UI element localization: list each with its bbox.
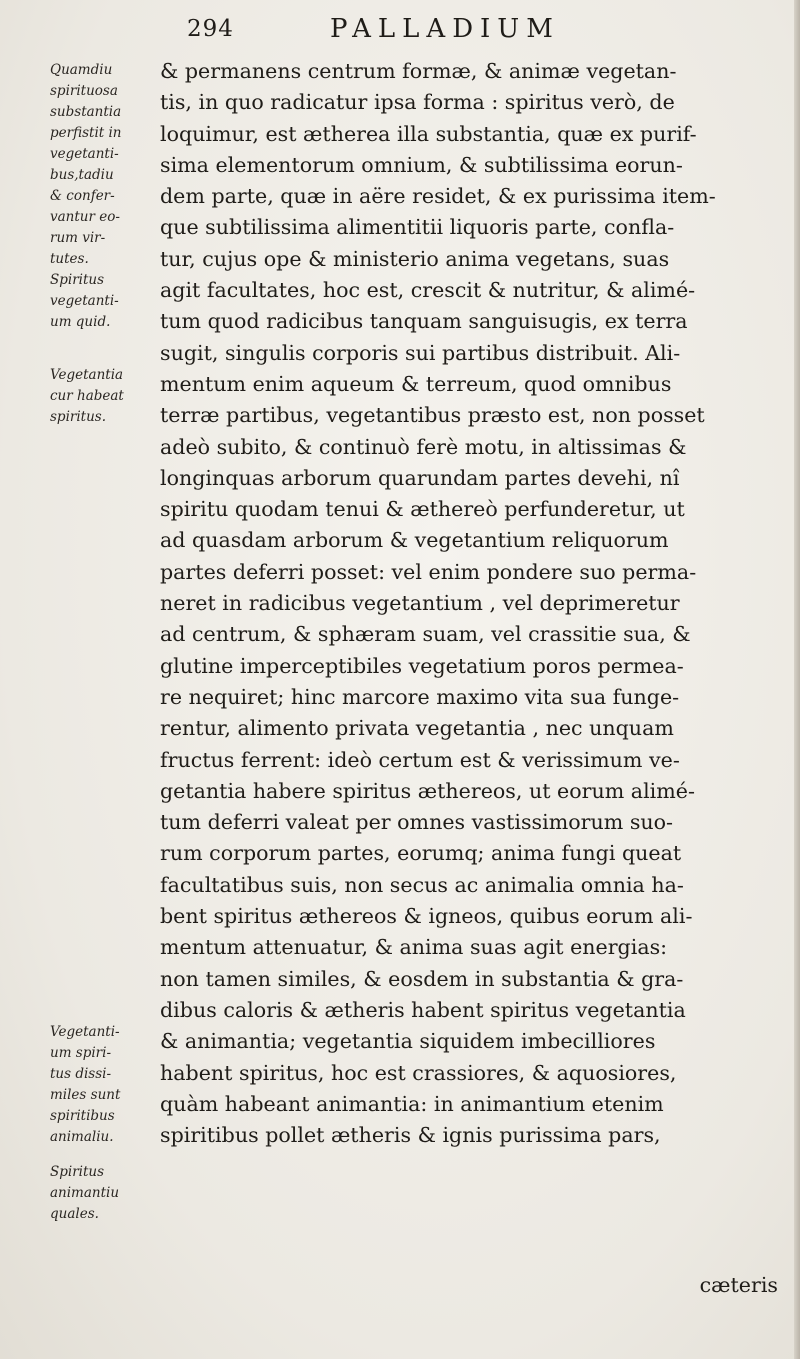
marginal-note-line: substantia xyxy=(50,104,122,120)
catchword: cæteris xyxy=(699,1273,778,1297)
text-line: neret in radicibus vegetantium , vel deprimeretur xyxy=(160,591,680,616)
text-line: dibus caloris & ætheris habent spiritus vegetantia xyxy=(160,997,686,1022)
text-line: agit facultates, hoc est, crescit & nutritur, & alimé- xyxy=(160,278,696,303)
marginal-note-line: Vegetantia xyxy=(50,367,124,383)
marginal-note-line: vantur eo- xyxy=(50,209,120,225)
marginal-note-line: Spiritus xyxy=(50,272,105,288)
text-line: non tamen similes, & eosdem in substantia & gra- xyxy=(160,966,684,991)
text-line: dem parte, quæ in aëre residet, & ex purissima item- xyxy=(160,184,716,209)
marginal-note-line: vegetanti- xyxy=(50,293,119,309)
page-number: 294 xyxy=(187,16,234,42)
text-line: ad centrum, & sphæram suam, vel crassitie sua, & xyxy=(160,622,691,647)
text-line: tum deferri valeat per omnes vastissimorum suo- xyxy=(160,810,674,835)
text-line: rum corporum partes, eorumq; anima fungi queat xyxy=(160,841,682,866)
text-line: fructus ferrent: ideò certum est & verissimum ve- xyxy=(160,747,680,772)
text-line: glutine imperceptibiles vegetatium poros permea- xyxy=(160,653,684,678)
marginal-note-line: spiritus. xyxy=(50,409,106,425)
marginal-note-line: Spiritus xyxy=(50,1164,105,1180)
text-line: tum quod radicibus tanquam sanguisugis, ex terra xyxy=(160,309,688,334)
page-edge xyxy=(794,0,800,1359)
text-line: spiritu quodam tenui & æthereò perfunderetur, ut xyxy=(160,497,685,522)
text-line: mentum enim aqueum & terreum, quod omnibus xyxy=(160,371,672,396)
text-line: tur, cujus ope & ministerio anima vegetans, suas xyxy=(160,246,670,271)
text-line: ad quasdam arborum & vegetantium reliquorum xyxy=(160,528,669,553)
marginal-note-line: tus dissi- xyxy=(50,1066,112,1082)
text-line: & animantia; vegetantia siquidem imbecilliores xyxy=(160,1029,656,1054)
marginal-note-line: vegetanti- xyxy=(50,146,119,162)
text-line: re nequiret; hinc marcore maximo vita sua funge- xyxy=(160,684,680,709)
text-line: rentur, alimento privata vegetantia , nec unquam xyxy=(160,716,674,741)
text-line: getantia habere spiritus æthereos, ut eorum alimé- xyxy=(160,778,695,803)
text-line: sugit, singulis corporis sui partibus distribuit. Ali- xyxy=(160,340,681,365)
marginal-note-line: bus,tadiu xyxy=(50,167,114,183)
text-line: adeò subito, & continuò ferè motu, in altissimas & xyxy=(160,434,687,459)
page-header xyxy=(0,14,800,54)
text-line: & permanens centrum formæ, & animæ vegetan- xyxy=(160,59,677,83)
text-line: mentum attenuatur, & anima suas agit energias: xyxy=(160,935,668,960)
text-line: loquimur, est ætherea illa substantia, quæ ex purif- xyxy=(160,121,697,146)
marginal-note-line: Quamdiu xyxy=(50,62,113,78)
marginal-note-line: tutes. xyxy=(50,251,89,267)
marginal-note-line: & confer- xyxy=(50,188,115,204)
marginal-note-line: miles sunt xyxy=(50,1087,121,1103)
marginal-note-line: animantiu xyxy=(50,1185,120,1201)
marginal-note-line: spiritibus xyxy=(50,1108,115,1124)
text-line: quàm habeant animantia: in animantium etenim xyxy=(160,1091,664,1116)
text-line: partes deferri posset: vel enim pondere suo perma- xyxy=(160,559,697,584)
text-line: bent spiritus æthereos & igneos, quibus eorum ali- xyxy=(160,904,693,929)
text-line: habent spiritus, hoc est crassiores, & aquosiores, xyxy=(160,1060,677,1085)
text-line: terræ partibus, vegetantibus præsto est, non posset xyxy=(160,403,705,428)
marginal-note-line: Vegetanti- xyxy=(50,1024,120,1040)
main-text xyxy=(160,56,782,1151)
text-line: sima elementorum omnium, & subtilissima eorun- xyxy=(160,152,683,177)
text-line: tis, in quo radicatur ipsa forma : spiritus verò, de xyxy=(160,90,675,115)
text-line: que subtilissima alimentitii liquoris parte, confla- xyxy=(160,215,675,240)
marginal-note-line: spirituosa xyxy=(50,83,118,99)
marginal-note-line: rum vir- xyxy=(50,230,106,246)
marginal-note-line: quales. xyxy=(50,1206,99,1222)
marginal-note-4 xyxy=(50,1162,210,1225)
text-line: longinquas arborum quarundam partes devehi, nî xyxy=(160,465,680,490)
marginal-note-line: um quid. xyxy=(50,314,111,330)
text-line: facultatibus suis, non secus ac animalia omnia ha- xyxy=(160,872,684,897)
running-head: PALLADIUM xyxy=(330,14,560,44)
marginal-note-line: animaliu. xyxy=(50,1129,114,1145)
marginal-note-line: cur habeat xyxy=(50,388,124,404)
marginal-note-line: perfistit in xyxy=(50,125,122,141)
marginal-note-line: um spiri- xyxy=(50,1045,112,1061)
text-line: spiritibus pollet ætheris & ignis purissima pars, xyxy=(160,1123,661,1148)
